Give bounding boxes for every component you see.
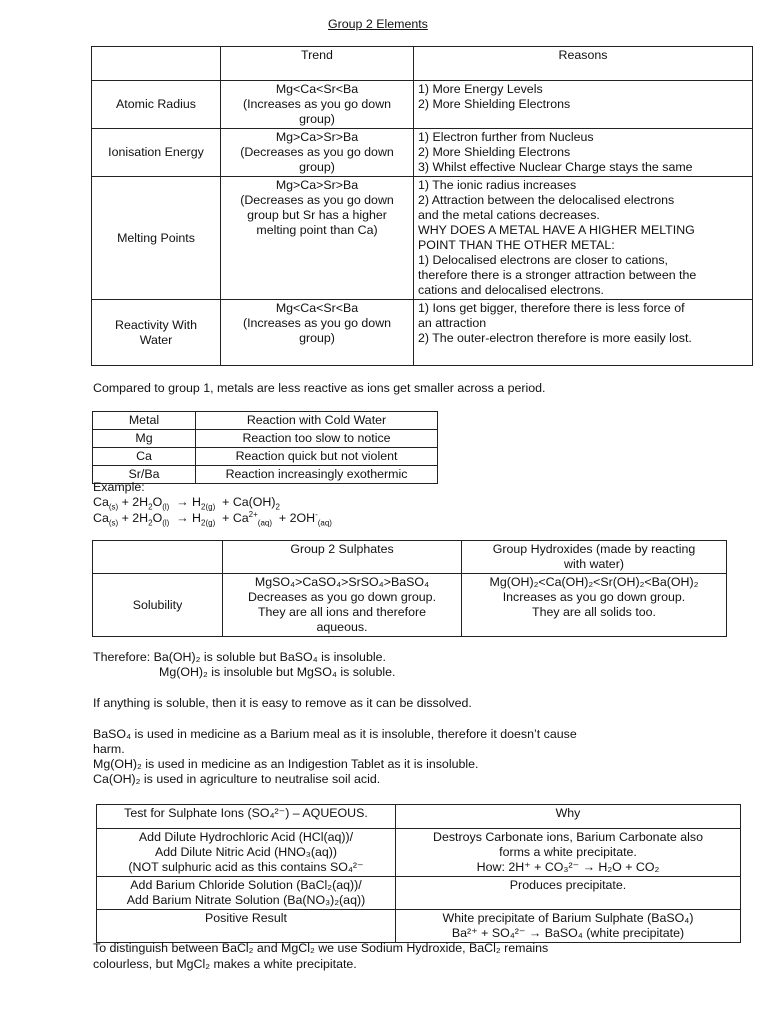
distinguish-line-2: colourless, but MgCl₂ makes a white precipitate. <box>93 957 357 971</box>
use-agriculture: Ca(OH)₂ is used in agriculture to neutralise soil acid. <box>93 772 381 786</box>
solubility-header-blank <box>93 541 223 574</box>
property-ionisation-energy: Ionisation Energy <box>92 129 221 177</box>
example-label: Example: <box>93 480 145 494</box>
water-metal-srba: Sr/Ba <box>93 466 196 484</box>
water-metal-ca: Ca <box>93 448 196 466</box>
trends-header-trend: Trend <box>221 47 414 81</box>
trend-atomic-radius: Mg<Ca<Sr<Ba (Increases as you go down group) <box>221 81 414 129</box>
water-metal-mg: Mg <box>93 430 196 448</box>
distinguish-line-1: To distinguish between BaCl₂ and MgCl₂ we use Sodium Hydroxide, BaCl₂ remains <box>93 941 549 955</box>
solubility-sulphates: MgSO₄>CaSO₄>SrSO₄>BaSO₄ Decreases as you go down group. They are all ions and therefore aqueous. <box>223 574 462 637</box>
why-header: Why <box>396 805 741 829</box>
why-positive: White precipitate of Barium Sulphate (BaSO₄) Ba²⁺ + SO₄²⁻ → BaSO₄ (white precipitate) <box>396 910 741 943</box>
property-reactivity-with-water: Reactivity With Water <box>92 300 221 366</box>
why-acid: Destroys Carbonate ions, Barium Carbonate also forms a white precipitate. How: 2H⁺ + CO₃²⁻ → H₂O + CO₂ <box>396 829 741 877</box>
test-barium: Add Barium Chloride Solution (BaCl₂(aq))/ Add Barium Nitrate Solution (Ba(NO₃)₂(aq)) <box>97 877 396 910</box>
test-header: Test for Sulphate Ions (SO₄²⁻) – AQUEOUS. <box>97 805 396 829</box>
reasons-ionisation-energy: 1) Electron further from Nucleus 2) More Shielding Electrons 3) Whilst effective Nuclear Charge stays the same <box>414 129 753 177</box>
test-positive: Positive Result <box>97 910 396 943</box>
solubility-header-hydroxides: Group Hydroxides (made by reacting with water) <box>462 541 727 574</box>
use-barium-meal: BaSO₄ is used in medicine as a Barium meal as it is insoluble, therefore it doesn’t cause <box>93 727 577 741</box>
compare-text: Compared to group 1, metals are less reactive as ions get smaller across a period. <box>93 381 546 395</box>
solubility-hydroxides: Mg(OH)₂<Ca(OH)₂<Sr(OH)₂<Ba(OH)₂ Increases as you go down group. They are all solids too. <box>462 574 727 637</box>
trend-ionisation-energy: Mg>Ca>Sr>Ba (Decreases as you go down group) <box>221 129 414 177</box>
trends-header-reasons: Reasons <box>414 47 753 81</box>
equation-2: $Ca_{(s)} + 2H_2O_{(l)} \to H_{2(g)} + Ca^{2+}_{(aq)} + 2OH^-_{(aq)}$ <box>93 509 332 528</box>
page-title: Group 2 Elements <box>328 17 428 31</box>
sulphate-test-table <box>96 804 741 943</box>
water-header-metal: Metal <box>93 412 196 430</box>
trends-table <box>91 46 753 366</box>
solubility-table <box>92 540 727 637</box>
soluble-note: If anything is soluble, then it is easy to remove as it can be dissolved. <box>93 696 472 710</box>
use-barium-meal-cont: harm. <box>93 742 125 756</box>
why-barium: Produces precipitate. <box>396 877 741 910</box>
trends-header-blank <box>92 47 221 81</box>
property-melting-points: Melting Points <box>92 177 221 300</box>
reasons-reactivity: 1) Ions get bigger, therefore there is less force of an attraction 2) The outer-electron therefore is more easily lost. <box>414 300 753 366</box>
trend-melting-points: Mg>Ca>Sr>Ba (Decreases as you go down group but Sr has a higher melting point than Ca) <box>221 177 414 300</box>
reasons-melting-points: 1) The ionic radius increases 2) Attraction between the delocalised electrons and the metal cations decreases. WHY DOES A METAL HAVE A HIGHER MELTING POINT THAN THE OTHER METAL: 1) Delocalised electrons are closer to cations, therefore there is a stronger attraction between the cations and delocalised electrons. <box>414 177 753 300</box>
solubility-header-sulphates: Group 2 Sulphates <box>223 541 462 574</box>
equation-1: $Ca_{(s)} + 2H_2O_{(l)} \to H_{2(g)} + Ca(OH)_2$ <box>93 495 280 512</box>
trend-reactivity: Mg<Ca<Sr<Ba (Increases as you go down group) <box>221 300 414 366</box>
therefore-line-1: Therefore: Ba(OH)₂ is soluble but BaSO₄ is insoluble. <box>93 650 386 664</box>
therefore-line-2: Mg(OH)₂ is insoluble but MgSO₄ is soluble. <box>159 665 396 679</box>
water-reaction-srba: Reaction increasingly exothermic <box>196 466 438 484</box>
solubility-row-label: Solubility <box>93 574 223 637</box>
water-reaction-ca: Reaction quick but not violent <box>196 448 438 466</box>
cold-water-table <box>92 411 438 484</box>
water-reaction-mg: Reaction too slow to notice <box>196 430 438 448</box>
reasons-atomic-radius: 1) More Energy Levels 2) More Shielding Electrons <box>414 81 753 129</box>
property-atomic-radius: Atomic Radius <box>92 81 221 129</box>
water-header-reaction: Reaction with Cold Water <box>196 412 438 430</box>
use-indigestion: Mg(OH)₂ is used in medicine as an Indigestion Tablet as it is insoluble. <box>93 757 479 771</box>
test-acid: Add Dilute Hydrochloric Acid (HCl(aq))/ Add Dilute Nitric Acid (HNO₃(aq)) (NOT sulphuric acid as this contains SO₄²⁻ <box>97 829 396 877</box>
